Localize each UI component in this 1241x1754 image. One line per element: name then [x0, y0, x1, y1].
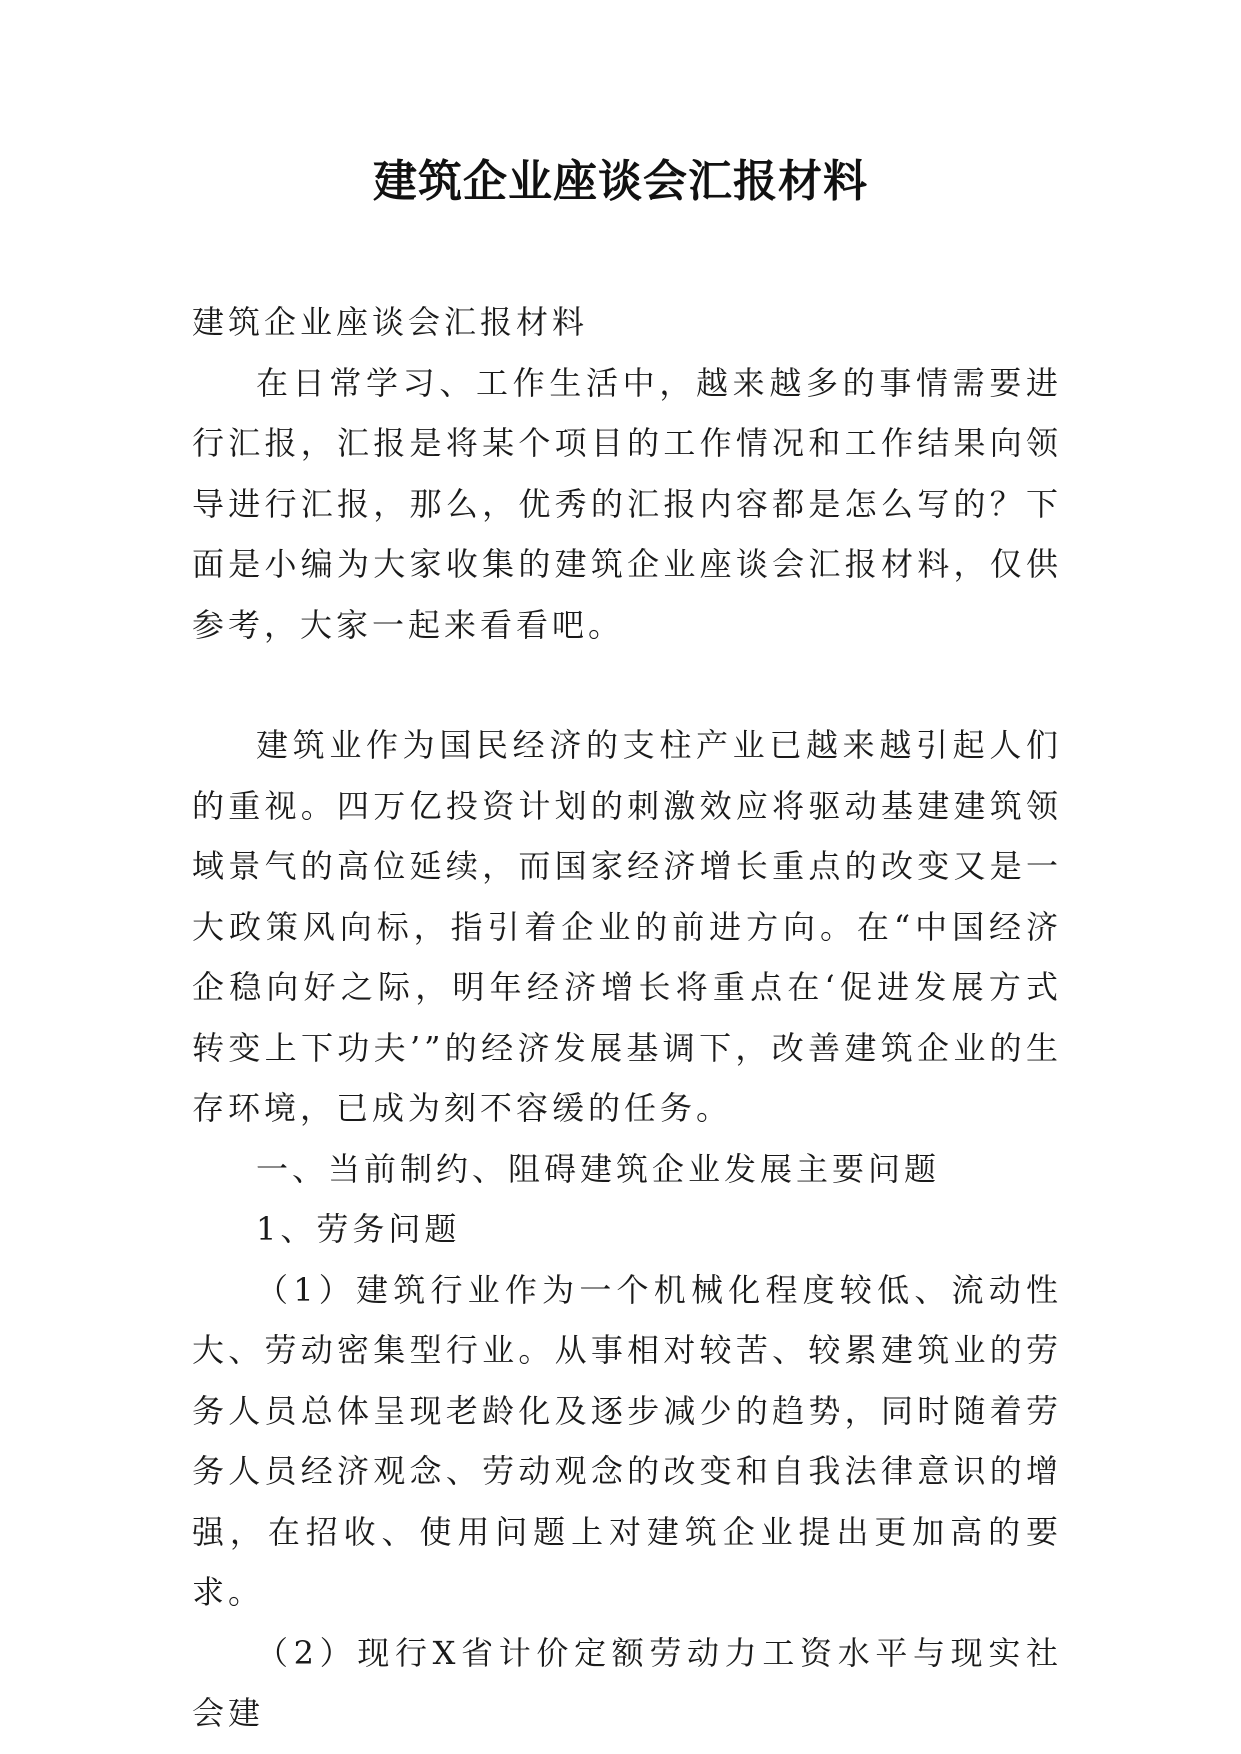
document-body	[192, 292, 1062, 1744]
section-heading: 一、当前制约、阻碍建筑企业发展主要问题	[256, 1149, 941, 1188]
background-paragraph: 建筑业作为国民经济的支柱产业已越来越引起人们的重视。四万亿投资计划的刺激效应将驱动基建建筑领域景气的高位延续，而国家经济增长重点的改变又是一大政策风向标，指引着企业的前进方向。在“中国经济企稳向好之际，明年经济增长将重点在‘促进发展方式转变上下功夫’”的经济发展基调下，改善建筑企业的生存环境，已成为刻不容缓的任务。	[192, 726, 1062, 1127]
item-paragraph-1: （1）建筑行业作为一个机械化程度较低、流动性大、劳动密集型行业。从事相对较苦、较累建筑业的劳务人员总体呈现老龄化及逐步减少的趋势，同时随着劳务人员经济观念、劳动观念的改变和自我法律意识的增强，在招收、使用问题上对建筑企业提出更加高的要求。	[192, 1270, 1062, 1611]
paragraph-spacer	[192, 655, 1062, 715]
subtitle-paragraph: 建筑企业座谈会汇报材料	[192, 303, 589, 341]
item-paragraph-2: （2）现行X省计价定额劳动力工资水平与现实社会建	[192, 1633, 1062, 1732]
intro-paragraph: 在日常学习、工作生活中，越来越多的事情需要进行汇报，汇报是将某个项目的工作情况和工作结果向领导进行汇报，那么，优秀的汇报内容都是怎么写的？下面是小编为大家收集的建筑企业座谈会汇报材料，仅供参考，大家一起来看看吧。	[192, 363, 1062, 644]
subsection-heading: 1、劳务问题	[256, 1210, 461, 1248]
document-title: 建筑企业座谈会汇报材料	[373, 156, 868, 207]
